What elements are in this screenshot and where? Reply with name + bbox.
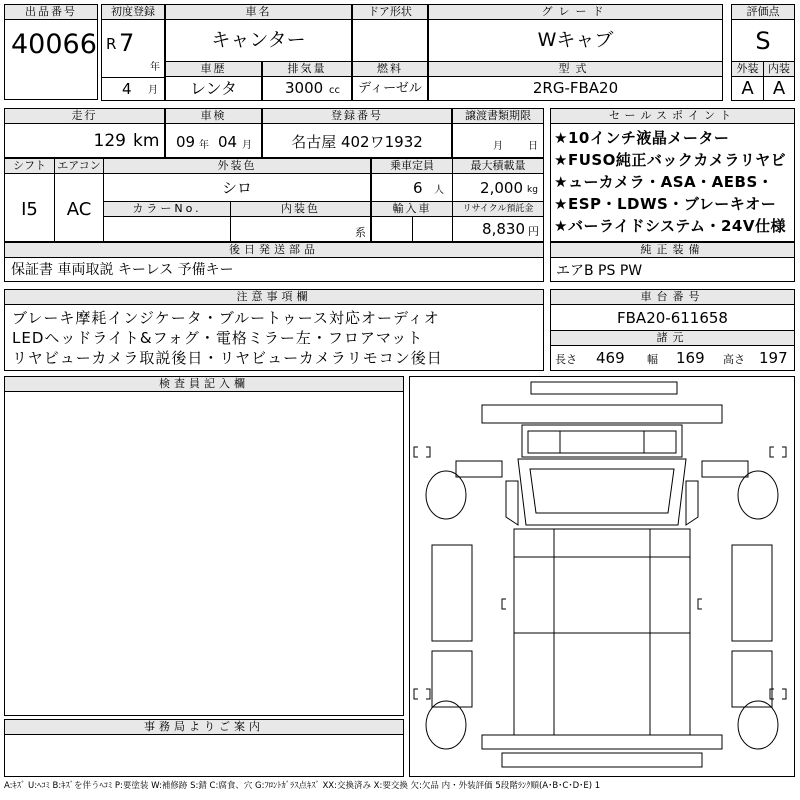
fuel-box [352, 61, 428, 101]
ac-value: AC [66, 199, 92, 220]
load-label: 最大積載量 [452, 158, 544, 174]
interior-score-box [763, 61, 795, 101]
car-name-value: キャンター [211, 29, 306, 51]
car-name-label: 車名 [165, 4, 352, 20]
car-diagram [410, 377, 794, 776]
sales-box [550, 108, 795, 242]
capacity-box [371, 158, 453, 202]
first-reg-label: 初度登録 [101, 4, 165, 20]
mileage-box [4, 108, 165, 158]
recycle-unit: 円 [528, 225, 539, 238]
displacement-label: 排気量 [262, 61, 352, 77]
first-reg-year: 7 [119, 29, 135, 57]
first-reg-month: 4 [122, 80, 132, 98]
notes-box [4, 289, 544, 371]
exterior-color-label: 外装色 [103, 158, 371, 174]
inspection-year: 09 [176, 133, 196, 151]
lot-box [4, 4, 98, 100]
grade-value: Wキャブ [537, 29, 614, 51]
history-value: レンタ [190, 79, 237, 98]
notes-label: 注意事項欄 [4, 289, 544, 305]
exterior-score-box [731, 61, 764, 101]
interior-score-value: A [772, 78, 786, 99]
exterior-color-box [103, 158, 371, 202]
later-parts-box [4, 242, 544, 282]
inspection-box [165, 108, 262, 158]
plate-box [262, 108, 452, 158]
color-no-label: カラーNo. [103, 201, 231, 217]
sales-line: ★10インチ液晶メーター [554, 129, 730, 147]
inspection-month: 04 [218, 133, 238, 151]
equipment-box [550, 242, 795, 282]
mileage-label: 走行 [4, 108, 165, 124]
history-box [165, 61, 262, 101]
notes-line: リヤビューカメラ取説後日・リヤビューカメラリモコン後日 [12, 349, 443, 367]
sales-line: ★FUSO純正バックカメラリヤビ [554, 151, 787, 169]
exterior-color-value: シロ [221, 179, 252, 197]
interior-color-suffix: 系 [355, 226, 366, 239]
load-unit: kg [527, 185, 538, 195]
length-value: 469 [596, 349, 625, 367]
displacement-box [262, 61, 352, 101]
lot-number: 40066 [11, 29, 97, 60]
score-box [731, 4, 795, 62]
office-box [4, 719, 404, 777]
recycle-value: 8,830 [482, 220, 525, 238]
plate-label: 登録番号 [262, 108, 452, 124]
model-value: 2RG-FBA20 [532, 79, 619, 97]
load-box [452, 158, 544, 202]
later-parts-label: 後日発送部品 [4, 242, 544, 258]
notes-line: ブレーキ摩耗インジケータ・ブルートゥース対応オーディオ [12, 309, 440, 327]
sales-line: ★ESP・LDWS・ブレーキオー [554, 195, 777, 213]
capacity-value: 6 [413, 179, 423, 197]
exterior-score-value: A [741, 78, 754, 99]
legend-text: A:ｷｽﾞ U:ﾍｺﾐ B:ｷｽﾞを伴うﾍｺﾐ P:要塗装 W:補修跡 S:錆 C:腐食、穴 G:ﾌﾛﾝﾄｶﾞﾗｽ点ｷｽﾞ XX:交換済み X:要交換 欠:欠品 内・外装評価 5段階ﾗﾝｸ順(A･B･C･D･E) 1 [4, 781, 601, 791]
transfer-day-unit: 日 [528, 141, 538, 152]
height-label: 高さ [723, 353, 745, 366]
shift-value: I5 [21, 199, 38, 220]
first-reg-month-unit: 月 [148, 85, 158, 96]
inspector-box [4, 376, 404, 716]
shift-label: シフト [4, 158, 55, 174]
car-diagram-box [409, 376, 795, 777]
notes-line: LEDヘッドライト&フォグ・電格ミラー左・フロアマット [12, 329, 424, 347]
shift-box [4, 158, 55, 242]
first-reg-era: R [106, 35, 117, 53]
mileage-unit: km [133, 131, 160, 151]
interior-color-label: 内装色 [230, 201, 371, 217]
sales-line: ★ューカメラ・ASA・AEBS・ [554, 173, 774, 191]
transfer-label: 譲渡書類期限 [452, 108, 544, 124]
plate-value: 名古屋 402ワ1932 [291, 133, 423, 151]
interior-color-box [230, 201, 371, 242]
exterior-score-label: 外装 [731, 61, 764, 77]
capacity-unit: 人 [434, 185, 444, 196]
capacity-label: 乗車定員 [371, 158, 453, 174]
score-value: S [755, 27, 771, 55]
sales-line: ★バーライドシステム・24V仕様 [554, 217, 786, 235]
width-label: 幅 [647, 353, 658, 366]
model-label: 型式 [428, 61, 723, 77]
lot-label: 出品番号 [4, 4, 98, 20]
color-no-box [103, 201, 231, 242]
inspector-label: 検査員記入欄 [4, 376, 404, 392]
chassis-box [550, 289, 795, 331]
load-value: 2,000 [480, 179, 523, 197]
recycle-label: リサイクル預託金 [452, 201, 544, 217]
door-box [352, 4, 428, 62]
ac-label: エアコン [54, 158, 104, 174]
recycle-box [452, 201, 544, 242]
car-name-box [165, 4, 352, 62]
door-label: ドア形状 [352, 4, 428, 20]
grade-box [428, 4, 723, 62]
first-reg-box [101, 4, 165, 78]
import-label: 輸入車 [371, 201, 453, 217]
dimensions-box [550, 330, 795, 371]
inspection-month-unit: 月 [242, 140, 252, 151]
displacement-value: 3000 [285, 79, 324, 97]
import-split [412, 217, 413, 241]
fuel-value: ディーゼル [358, 81, 422, 96]
import-box [371, 201, 453, 242]
length-label: 長さ [555, 353, 577, 366]
chassis-value: FBA20-611658 [617, 309, 728, 327]
first-reg-year-unit: 年 [150, 62, 160, 73]
equipment-value: エアB PS PW [556, 263, 643, 279]
displacement-unit: cc [329, 85, 340, 96]
grade-label: グレード [428, 4, 723, 20]
model-box [428, 61, 723, 101]
equipment-label: 純正装備 [550, 242, 795, 258]
transfer-month-unit: 月 [493, 141, 503, 152]
transfer-box [452, 108, 544, 158]
office-label: 事務局よりご案内 [4, 719, 404, 735]
chassis-label: 車台番号 [550, 289, 795, 305]
fuel-label: 燃料 [352, 61, 428, 77]
later-parts-value: 保証書 車両取説 キーレス 予備キー [11, 262, 234, 278]
sales-label: セールスポイント [550, 108, 795, 124]
first-reg-month-box [101, 77, 165, 101]
score-label: 評価点 [731, 4, 795, 20]
height-value: 197 [759, 349, 788, 367]
dimensions-label: 諸元 [550, 330, 795, 346]
ac-box [54, 158, 104, 242]
width-value: 169 [676, 349, 705, 367]
inspection-year-unit: 年 [199, 140, 209, 151]
inspection-label: 車検 [165, 108, 262, 124]
mileage-value: 129 [93, 131, 126, 151]
interior-score-label: 内装 [763, 61, 795, 77]
history-label: 車歴 [165, 61, 262, 77]
